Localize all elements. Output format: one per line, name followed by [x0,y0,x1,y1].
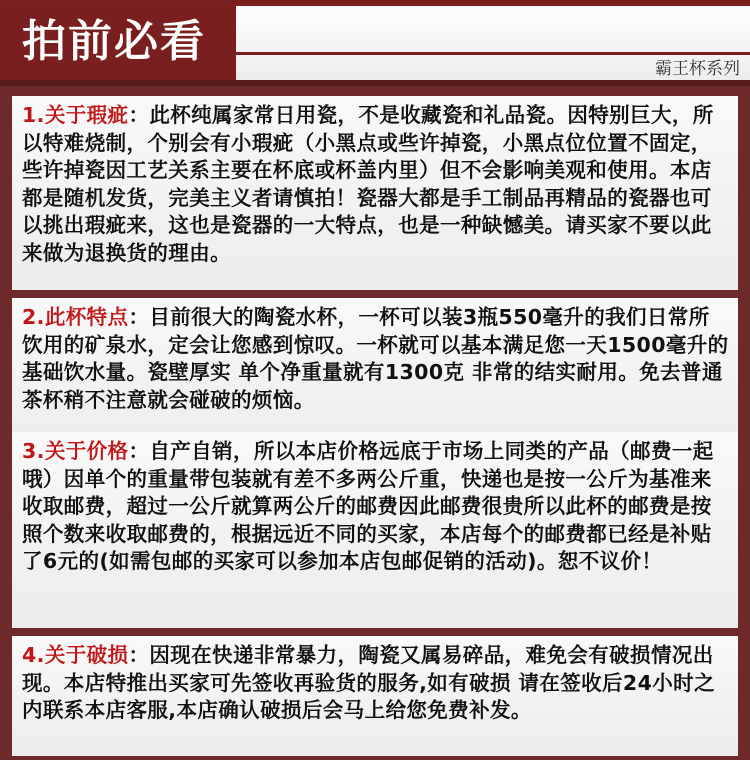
section-body: ：目前很大的陶瓷水杯，一杯可以装3瓶550毫升的我们日常所饮用的矿泉水，定会让您感到惊叹。一杯就可以基本满足您一天1500毫升的基础饮水量。瓷壁厚实 单个净重量就有1300克 非常的结实耐用。免去普通茶杯稍不注意就会碰破的烦恼。 [22,305,729,412]
notice-section-price [12,432,738,628]
page-title: 拍前必看 [22,16,206,67]
notice-section-breakage [12,636,738,756]
section-heading: 3.关于价格 [22,439,129,463]
header [0,0,750,86]
section-text [22,438,730,576]
section-body: ：因现在快递非常暴力，陶瓷又属易碎品，难免会有破损情况出现。本店特推出买家可先签收再验货的服务,如有破损 请在签收后24小时之内联系本店客服,本店确认破损后会马上给您免费补发。 [22,643,715,722]
header-divider [236,52,750,55]
section-text [22,642,730,725]
section-heading: 4.关于破损 [22,643,129,667]
section-heading: 1.关于瑕疵 [22,103,129,127]
section-body: ：此杯纯属家常日用瓷，不是收藏瓷和礼品瓷。因特别巨大，所以特难烧制，个别会有小瑕疵（小黑点或些许掉瓷，小黑点位位置不固定，些许掉瓷因工艺关系主要在杯底或杯盖内里）但不会影响美观和使用。本店都是随机发货，完美主义者请慎拍！瓷器大都是手工制品再精品的瓷器也可以挑出瑕疵来，这也是瓷器的一大特点，也是一种缺憾美。请买家不要以此来做为退换货的理由。 [22,103,714,265]
series-label: 霸王杯系列 [655,59,740,79]
section-heading: 2.此杯特点 [22,305,129,329]
notice-section-defects [12,96,738,290]
section-text [22,102,730,267]
section-body: ：自产自销，所以本店价格远底于市场上同类的产品（邮费一起哦）因单个的重量带包装就有差不多两公斤重，快递也是按一公斤为基准来收取邮费，超过一公斤就算两公斤的邮费因此邮费很贵所以此杯的邮费是按照个数来收取邮费的，根据远近不同的买家，本店每个的邮费都已经是补贴了6元的(如需包邮的买家可以参加本店包邮促销的活动)。恕不议价！ [22,439,714,573]
section-text [22,304,730,414]
header-bottom-strip [0,80,750,86]
